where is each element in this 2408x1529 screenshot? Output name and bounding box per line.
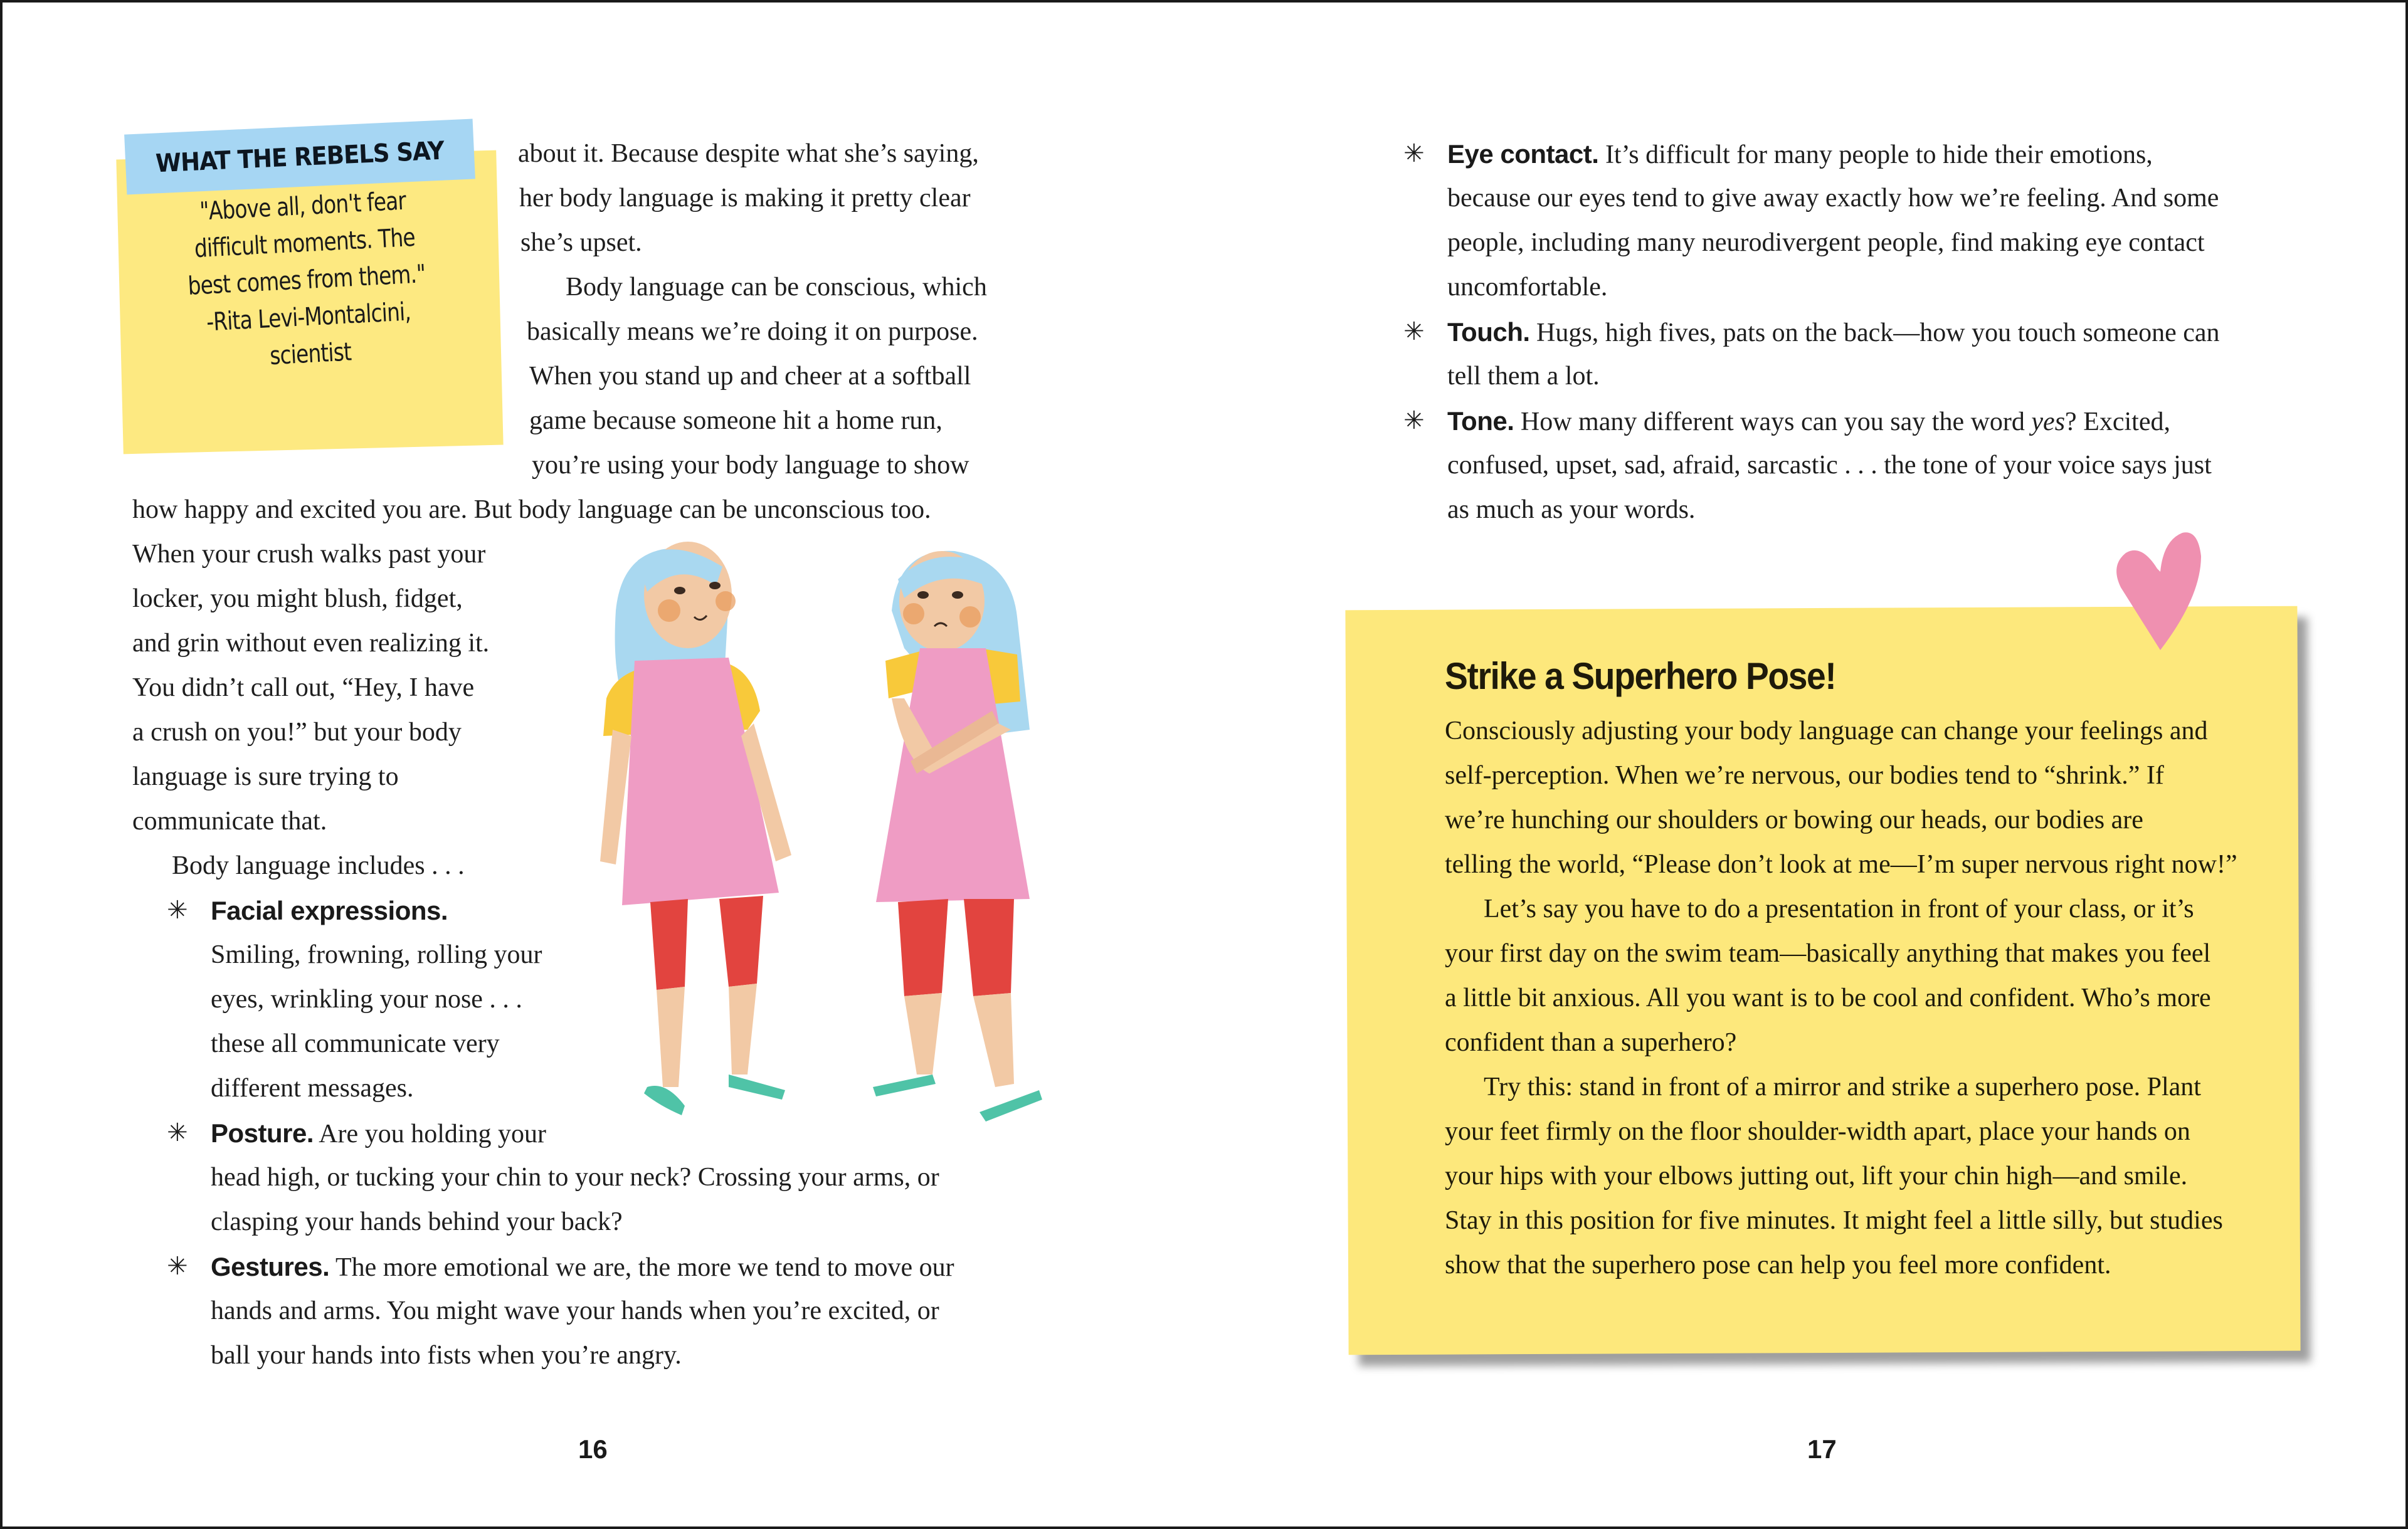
bullet-line: eyes, wrinkling your nose . . . bbox=[211, 985, 522, 1014]
bullet-line: as much as your words. bbox=[1447, 495, 1696, 524]
page-17 bbox=[3, 3, 2237, 1526]
bullet-line: ball your hands into fists when you’re angry. bbox=[211, 1341, 682, 1370]
body-line: When you stand up and cheer at a softball bbox=[529, 362, 971, 391]
bullet-asterisk-icon: ✳ bbox=[1403, 406, 1425, 435]
bullet-line: hands and arms. You might wave your hands when you’re excited, or bbox=[211, 1296, 939, 1325]
bullet-lead: It’s difficult for many people to hide their emotions, bbox=[1598, 140, 2153, 169]
heart-icon bbox=[2113, 528, 2207, 653]
callout-line: Stay in this position for five minutes. It might feel a little silly, but studies bbox=[1445, 1206, 2223, 1235]
bullet-asterisk-icon: ✳ bbox=[167, 1118, 188, 1147]
bullet-line: because our eyes tend to give away exactly how we’re feeling. And some bbox=[1447, 184, 2219, 213]
body-line: communicate that. bbox=[132, 807, 327, 836]
callout-line: Try this: stand in front of a mirror and strike a superhero pose. Plant bbox=[1484, 1073, 2201, 1101]
quote-line: -Rita Levi-Montalcini, bbox=[206, 297, 412, 337]
callout-line: telling the world, “Please don’t look at me—I’m super nervous right now!” bbox=[1445, 850, 2237, 879]
body-line: language is sure trying to bbox=[132, 762, 399, 791]
bullet-asterisk-icon: ✳ bbox=[1403, 139, 1425, 168]
callout-line: self-perception. When we’re nervous, our bodies tend to “shrink.” If bbox=[1445, 761, 2164, 790]
quote-line: difficult moments. The bbox=[193, 223, 416, 264]
body-line: Body language includes . . . bbox=[172, 851, 465, 880]
callout-line: your hips with your elbows jutting out, lift your chin high—and smile. bbox=[1445, 1162, 2188, 1190]
body-line: you’re using your body language to show bbox=[532, 451, 969, 480]
bullet-lead: ? Excited, bbox=[2065, 407, 2170, 436]
body-line: basically means we’re doing it on purpose. bbox=[527, 317, 978, 346]
bullet-term: Facial expressions. bbox=[211, 896, 448, 925]
bullet-lead: The more emotional we are, the more we tend to move our bbox=[329, 1253, 954, 1282]
bullet-line: different messages. bbox=[211, 1074, 414, 1103]
bullet-asterisk-icon: ✳ bbox=[167, 1252, 188, 1281]
callout-line: confident than a superhero? bbox=[1445, 1028, 1737, 1057]
callout-line: your first day on the swim team—basically anything that makes you feel bbox=[1445, 939, 2211, 968]
body-line: and grin without even realizing it. bbox=[132, 629, 490, 658]
bullet-lead: How many different ways can you say the word bbox=[1514, 407, 2032, 436]
page-number-16: 16 bbox=[578, 1434, 608, 1464]
bullet-line: Smiling, frowning, rolling your bbox=[211, 940, 542, 969]
quote-line: scientist bbox=[269, 337, 352, 371]
body-line: about it. Because despite what she’s saying, bbox=[518, 139, 979, 168]
body-line: how happy and excited you are. But body language can be unconscious too. bbox=[132, 495, 931, 524]
callout-title: Strike a Superhero Pose! bbox=[1445, 655, 1836, 697]
bullet-lead: Are you holding your bbox=[314, 1120, 547, 1148]
body-line: locker, you might blush, fidget, bbox=[132, 584, 463, 613]
callout-line: show that the superhero pose can help you feel more confident. bbox=[1445, 1251, 2111, 1279]
bullet-item-tone bbox=[1447, 399, 2170, 443]
bullet-lead: Hugs, high fives, pats on the back—how you touch someone can bbox=[1529, 318, 2220, 347]
rebels-tab-label: WHAT THE REBELS SAY bbox=[155, 135, 445, 178]
bullet-line: confused, upset, sad, afraid, sarcastic . . . the tone of your voice says just bbox=[1447, 451, 2212, 480]
bullet-item-eye-contact bbox=[1447, 132, 2153, 176]
bullet-asterisk-icon: ✳ bbox=[1403, 317, 1425, 346]
body-line: Body language can be conscious, which bbox=[566, 273, 987, 302]
callout-line: Consciously adjusting your body language can change your feelings and bbox=[1445, 717, 2208, 745]
bullet-term: Posture. bbox=[211, 1118, 314, 1148]
bullet-line: clasping your hands behind your back? bbox=[211, 1207, 623, 1236]
bullet-line: these all communicate very bbox=[211, 1029, 500, 1058]
callout-line: a little bit anxious. All you want is to be cool and confident. Who’s more bbox=[1445, 984, 2211, 1012]
bullet-item-touch bbox=[1447, 310, 2220, 354]
body-line: When your crush walks past your bbox=[132, 540, 486, 569]
body-line: game because someone hit a home run, bbox=[529, 406, 943, 435]
bullet-term: Tone. bbox=[1447, 406, 1514, 436]
bullet-asterisk-icon: ✳ bbox=[167, 896, 188, 925]
body-line: You didn’t call out, “Hey, I have bbox=[132, 673, 475, 702]
bullet-term: Touch. bbox=[1447, 317, 1530, 347]
body-line: a crush on you!” but your body bbox=[132, 718, 462, 747]
callout-line: we’re hunching our shoulders or bowing our heads, our bodies are bbox=[1445, 806, 2143, 834]
page-number-17: 17 bbox=[1807, 1434, 1837, 1464]
callout-line: Let’s say you have to do a presentation in front of your class, or it’s bbox=[1484, 895, 2194, 923]
callout-line: your feet firmly on the floor shoulder-width apart, place your hands on bbox=[1445, 1117, 2190, 1146]
bullet-line: uncomfortable. bbox=[1447, 273, 1608, 302]
bullet-line: tell them a lot. bbox=[1447, 362, 1600, 391]
bullet-line: head high, or tucking your chin to your neck? Crossing your arms, or bbox=[211, 1163, 939, 1192]
bullet-lead-italic: yes bbox=[2031, 407, 2066, 436]
body-line: she’s upset. bbox=[520, 228, 642, 257]
quote-line: best comes from them." bbox=[187, 260, 426, 301]
quote-line: "Above all, don't fear bbox=[199, 186, 407, 226]
bullet-line: people, including many neurodivergent people, find making eye contact bbox=[1447, 228, 2205, 257]
bullet-term: Eye contact. bbox=[1447, 139, 1599, 169]
body-line: her body language is making it pretty clear bbox=[519, 184, 971, 213]
bullet-term: Gestures. bbox=[211, 1252, 330, 1281]
